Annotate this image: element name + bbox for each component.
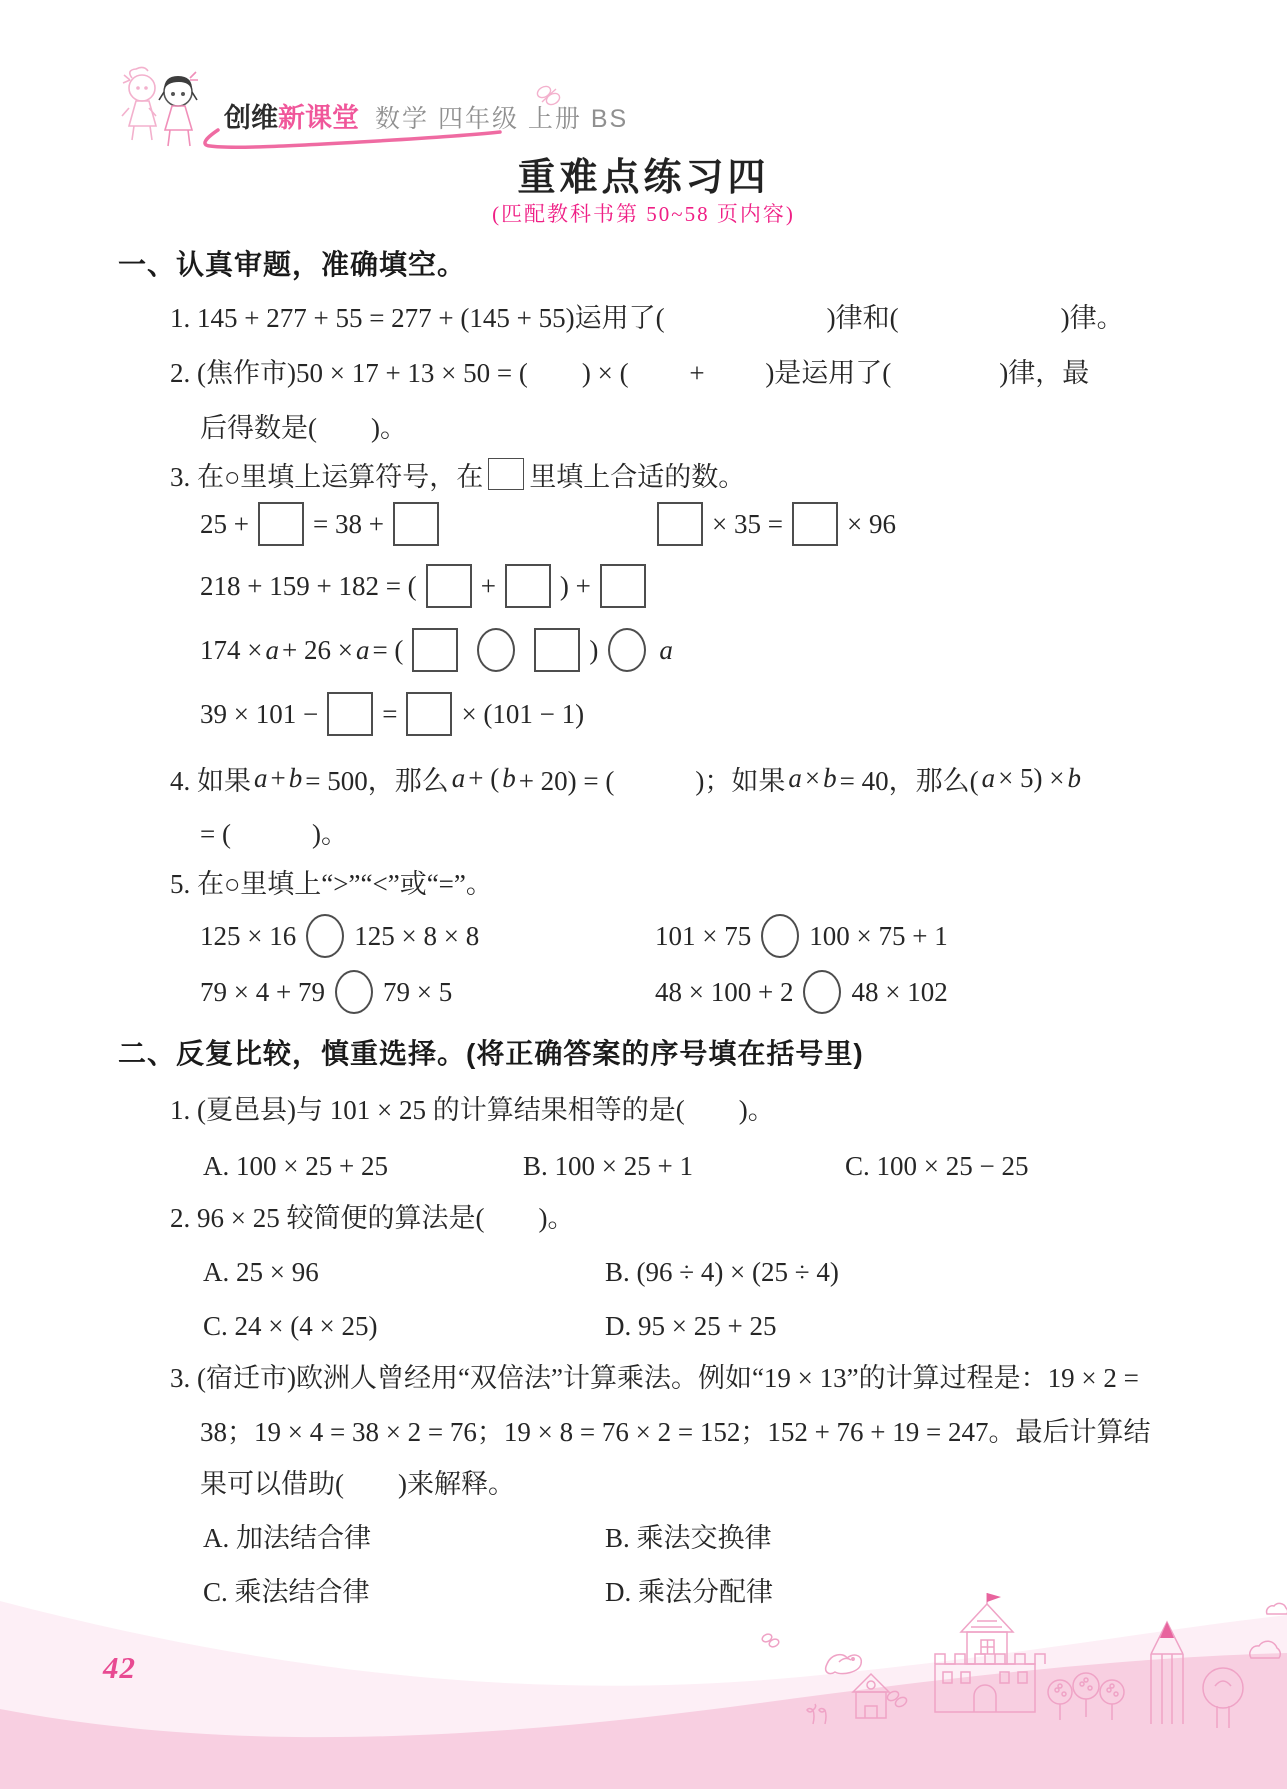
formula-text: 125 × 8 × 8 bbox=[354, 920, 480, 951]
formula-text: × 96 bbox=[846, 508, 896, 539]
formula-variable: b bbox=[1067, 762, 1082, 793]
question-4-line1 bbox=[170, 756, 1084, 800]
question-5-row1-left bbox=[200, 912, 479, 960]
circle-blank bbox=[477, 628, 515, 672]
header bbox=[112, 58, 692, 158]
section2-heading: 二、反复比较，慎重选择。(将正确答案的序号填在括号里) bbox=[118, 1038, 864, 1069]
section1-heading: 一、认真审题，准确填空。 bbox=[118, 249, 467, 280]
question-5-row2-left bbox=[200, 968, 452, 1016]
question-4-line2: = ( )。 bbox=[200, 819, 348, 849]
formula-text: 3. 在○里填上运算符号，在 bbox=[170, 461, 484, 492]
s2-q3-option-b: B. 乘法交换律 bbox=[605, 1523, 772, 1553]
formula-text: + bbox=[270, 762, 286, 793]
blank-box bbox=[426, 564, 472, 608]
formula-text: = ( bbox=[372, 634, 404, 665]
s2-q2-option-a: A. 25 × 96 bbox=[203, 1257, 319, 1287]
brand-pink: 新课堂 bbox=[278, 103, 359, 133]
question-1: 1. 145 + 277 + 55 = 277 + (145 + 55)运用了( )律和( )律。 bbox=[170, 303, 1124, 333]
s2-q2-option-b: B. (96 ÷ 4) × (25 ÷ 4) bbox=[605, 1257, 839, 1287]
s2-q2-option-c: C. 24 × (4 × 25) bbox=[203, 1311, 378, 1341]
formula-variable: b bbox=[288, 762, 303, 793]
question-5-row1-right bbox=[655, 912, 948, 960]
s2-question-1: 1. (夏邑县)与 101 × 25 的计算结果相等的是( )。 bbox=[170, 1095, 775, 1125]
s2-q1-option-a: A. 100 × 25 + 25 bbox=[203, 1151, 388, 1181]
circle-blank bbox=[306, 914, 344, 958]
blank-box bbox=[488, 458, 524, 490]
s2-q1-option-c: C. 100 × 25 − 25 bbox=[845, 1151, 1029, 1181]
formula-text: = 500，那么 bbox=[305, 765, 449, 796]
formula-text: ) bbox=[589, 634, 599, 665]
s2-q3-option-c: C. 乘法结合律 bbox=[203, 1577, 370, 1607]
formula-text: + bbox=[480, 570, 496, 601]
circle-blank bbox=[761, 914, 799, 958]
formula-text: 25 + bbox=[200, 508, 249, 539]
formula-text: × 5) × bbox=[998, 762, 1065, 793]
question-5-row2-right bbox=[655, 968, 948, 1016]
formula-text: 100 × 75 + 1 bbox=[809, 920, 948, 951]
formula-variable: a bbox=[659, 634, 673, 665]
s2-question-2: 2. 96 × 25 较简便的算法是( )。 bbox=[170, 1203, 575, 1233]
question-3-heading bbox=[170, 450, 745, 498]
formula-text: 125 × 16 bbox=[200, 920, 297, 951]
formula-variable: b bbox=[502, 762, 516, 793]
formula-variable: a bbox=[355, 634, 370, 665]
formula-text: 101 × 75 bbox=[655, 920, 752, 951]
formula-variable: b bbox=[823, 762, 837, 793]
blank-box bbox=[534, 628, 580, 672]
formula-text: 4. 如果 bbox=[170, 765, 251, 796]
formula-text: 48 × 100 + 2 bbox=[655, 976, 794, 1007]
blank-box bbox=[258, 502, 304, 546]
s2-q1-option-b: B. 100 × 25 + 1 bbox=[523, 1151, 693, 1181]
question-2-line1: 2. (焦作市)50 × 17 + 13 × 50 = ( ) × ( + )是运用了( )律，最 bbox=[170, 358, 1090, 388]
formula-text: + 20) = ( )；如果 bbox=[518, 765, 786, 796]
formula-text: × (101 − 1) bbox=[461, 698, 585, 729]
blank-box bbox=[792, 502, 838, 546]
page-title: 重难点练习四 bbox=[517, 157, 770, 199]
formula-text: 48 × 102 bbox=[851, 976, 948, 1007]
formula-variable: a bbox=[981, 762, 996, 793]
circle-blank bbox=[335, 970, 373, 1014]
blank-box bbox=[657, 502, 703, 546]
formula-text: × 35 = bbox=[712, 508, 783, 539]
formula-text: 79 × 5 bbox=[382, 976, 453, 1007]
brand-suffix: 数学 四年级 上册 BS bbox=[375, 105, 629, 133]
formula-text: + ( bbox=[468, 762, 500, 793]
blank-box bbox=[412, 628, 458, 672]
s2-question-3-line2: 38；19 × 4 = 38 × 2 = 76；19 × 8 = 76 × 2 = 152；152 + 76 + 19 = 247。最后计算结 bbox=[200, 1417, 1151, 1447]
formula-text: 里填上合适的数。 bbox=[529, 461, 746, 492]
formula-variable: a bbox=[265, 634, 279, 665]
circle-blank bbox=[803, 970, 841, 1014]
circle-blank bbox=[608, 628, 646, 672]
formula-text: × bbox=[804, 762, 821, 793]
question-3-row1-left bbox=[200, 500, 448, 548]
formula-text: 39 × 101 − bbox=[200, 698, 319, 729]
question-3-row1-right bbox=[648, 500, 896, 548]
blank-box bbox=[327, 692, 373, 736]
formula-text: ) + bbox=[559, 570, 591, 601]
formula-text: = 40，那么( bbox=[839, 765, 979, 796]
brand-black: 创维 bbox=[224, 103, 278, 133]
blank-box bbox=[600, 564, 646, 608]
s2-q2-option-d: D. 95 × 25 + 25 bbox=[605, 1311, 777, 1341]
s2-question-3-line3: 果可以借助( )来解释。 bbox=[200, 1469, 515, 1499]
formula-text: 79 × 4 + 79 bbox=[200, 976, 325, 1007]
butterfly-icon bbox=[534, 82, 564, 110]
question-3-row2 bbox=[200, 562, 655, 610]
blank-box bbox=[393, 502, 439, 546]
formula-text: 218 + 159 + 182 = ( bbox=[200, 570, 417, 601]
footer-illustration bbox=[755, 1592, 1287, 1777]
blank-box bbox=[505, 564, 551, 608]
s2-question-3-line1: 3. (宿迁市)欧洲人曾经用“双倍法”计算乘法。例如“19 × 13”的计算过程是：19 × 2 = bbox=[170, 1363, 1139, 1393]
s2-q3-option-a: A. 加法结合律 bbox=[203, 1523, 371, 1553]
formula-variable: a bbox=[451, 762, 466, 793]
formula-variable: a bbox=[254, 762, 268, 793]
question-3-row4 bbox=[200, 690, 584, 738]
formula-text: = bbox=[382, 698, 398, 729]
page-number: 42 bbox=[103, 1650, 136, 1685]
page-subtitle: (匹配教科书第 50~58 页内容) bbox=[492, 202, 795, 226]
formula-text: 174 × bbox=[200, 634, 263, 665]
formula-variable: a bbox=[788, 762, 802, 793]
s2-q3-option-d: D. 乘法分配律 bbox=[605, 1577, 773, 1607]
question-3-row3 bbox=[200, 626, 676, 674]
question-2-line2: 后得数是( )。 bbox=[200, 413, 407, 443]
formula-text: = 38 + bbox=[312, 508, 384, 539]
question-5-heading: 5. 在○里填上“>”“<”或“=”。 bbox=[170, 869, 493, 899]
formula-text: + 26 × bbox=[281, 634, 353, 665]
blank-box bbox=[406, 692, 452, 736]
